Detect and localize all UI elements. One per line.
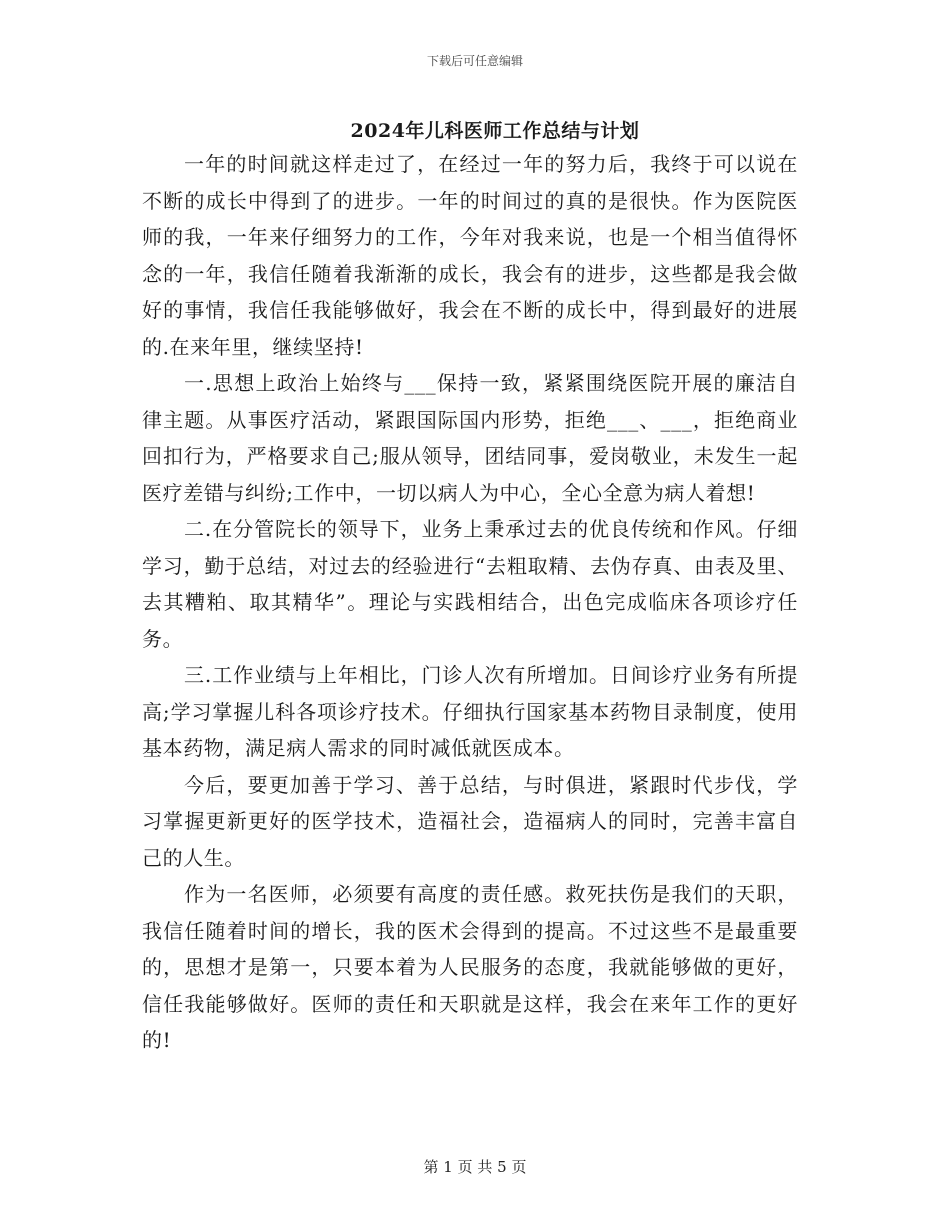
paragraph-section-3: 三.工作业绩与上年相比，门诊人次有所增加。日间诊疗业务有所提高;学习掌握儿科各项诊疗技术。仔细执行国家基本药物目录制度，使用基本药物，满足病人需求的同时减低就医成本。 bbox=[142, 663, 798, 760]
header-note: 下载后可任意编辑 bbox=[426, 54, 523, 68]
document-body bbox=[142, 146, 798, 1059]
paragraph-responsibility: 作为一名医师，必须要有高度的责任感。救死扶伤是我们的天职，我信任随着时间的增长，我的医术会得到的提高。不过这些不是最重要的，思想才是第一，只要本着为人民服务的态度，我就能够做的更好，信任我能够做好。医师的责任和天职就是这样，我会在来年工作的更好的! bbox=[142, 882, 798, 1052]
document-title: 2024年儿科医师工作总结与计划 bbox=[350, 120, 640, 142]
paragraph-future: 今后，要更加善于学习、善于总结，与时俱进，紧跟时代步伐，学习掌握更新更好的医学技术，造福社会，造福病人的同时，完善丰富自己的人生。 bbox=[142, 772, 798, 870]
page-indicator: 第 1 页 共 5 页 bbox=[423, 1158, 527, 1176]
paragraph-section-1: 一.思想上政治上始终与___保持一致，紧紧围绕医院开展的廉洁自律主题。从事医疗活动，紧跟国际国内形势，拒绝___、___，拒绝商业回扣行为，严格要求自己;服从领导，团结同事，爱岗敬业，未发生一起医疗差错与纠纷;工作中，一切以病人为中心，全心全意为病人着想! bbox=[142, 371, 798, 505]
paragraph-intro: 一年的时间就这样走过了，在经过一年的努力后，我终于可以说在不断的成长中得到了的进步。一年的时间过的真的是很快。作为医院医师的我，一年来仔细努力的工作，今年对我来说，也是一个相当值得怀念的一年，我信任随着我渐渐的成长，我会有的进步，这些都是我会做好的事情，我信任我能够做好，我会在不断的成长中，得到最好的进展的.在来年里，继续坚持! bbox=[142, 152, 798, 359]
paragraph-section-2: 二.在分管院长的领导下，业务上秉承过去的优良传统和作风。仔细学习，勤于总结，对过去的经验进行“去粗取精、去伪存真、由表及里、去其糟粕、取其精华”。理论与实践相结合，出色完成临床各项诊疗任务。 bbox=[142, 517, 798, 651]
